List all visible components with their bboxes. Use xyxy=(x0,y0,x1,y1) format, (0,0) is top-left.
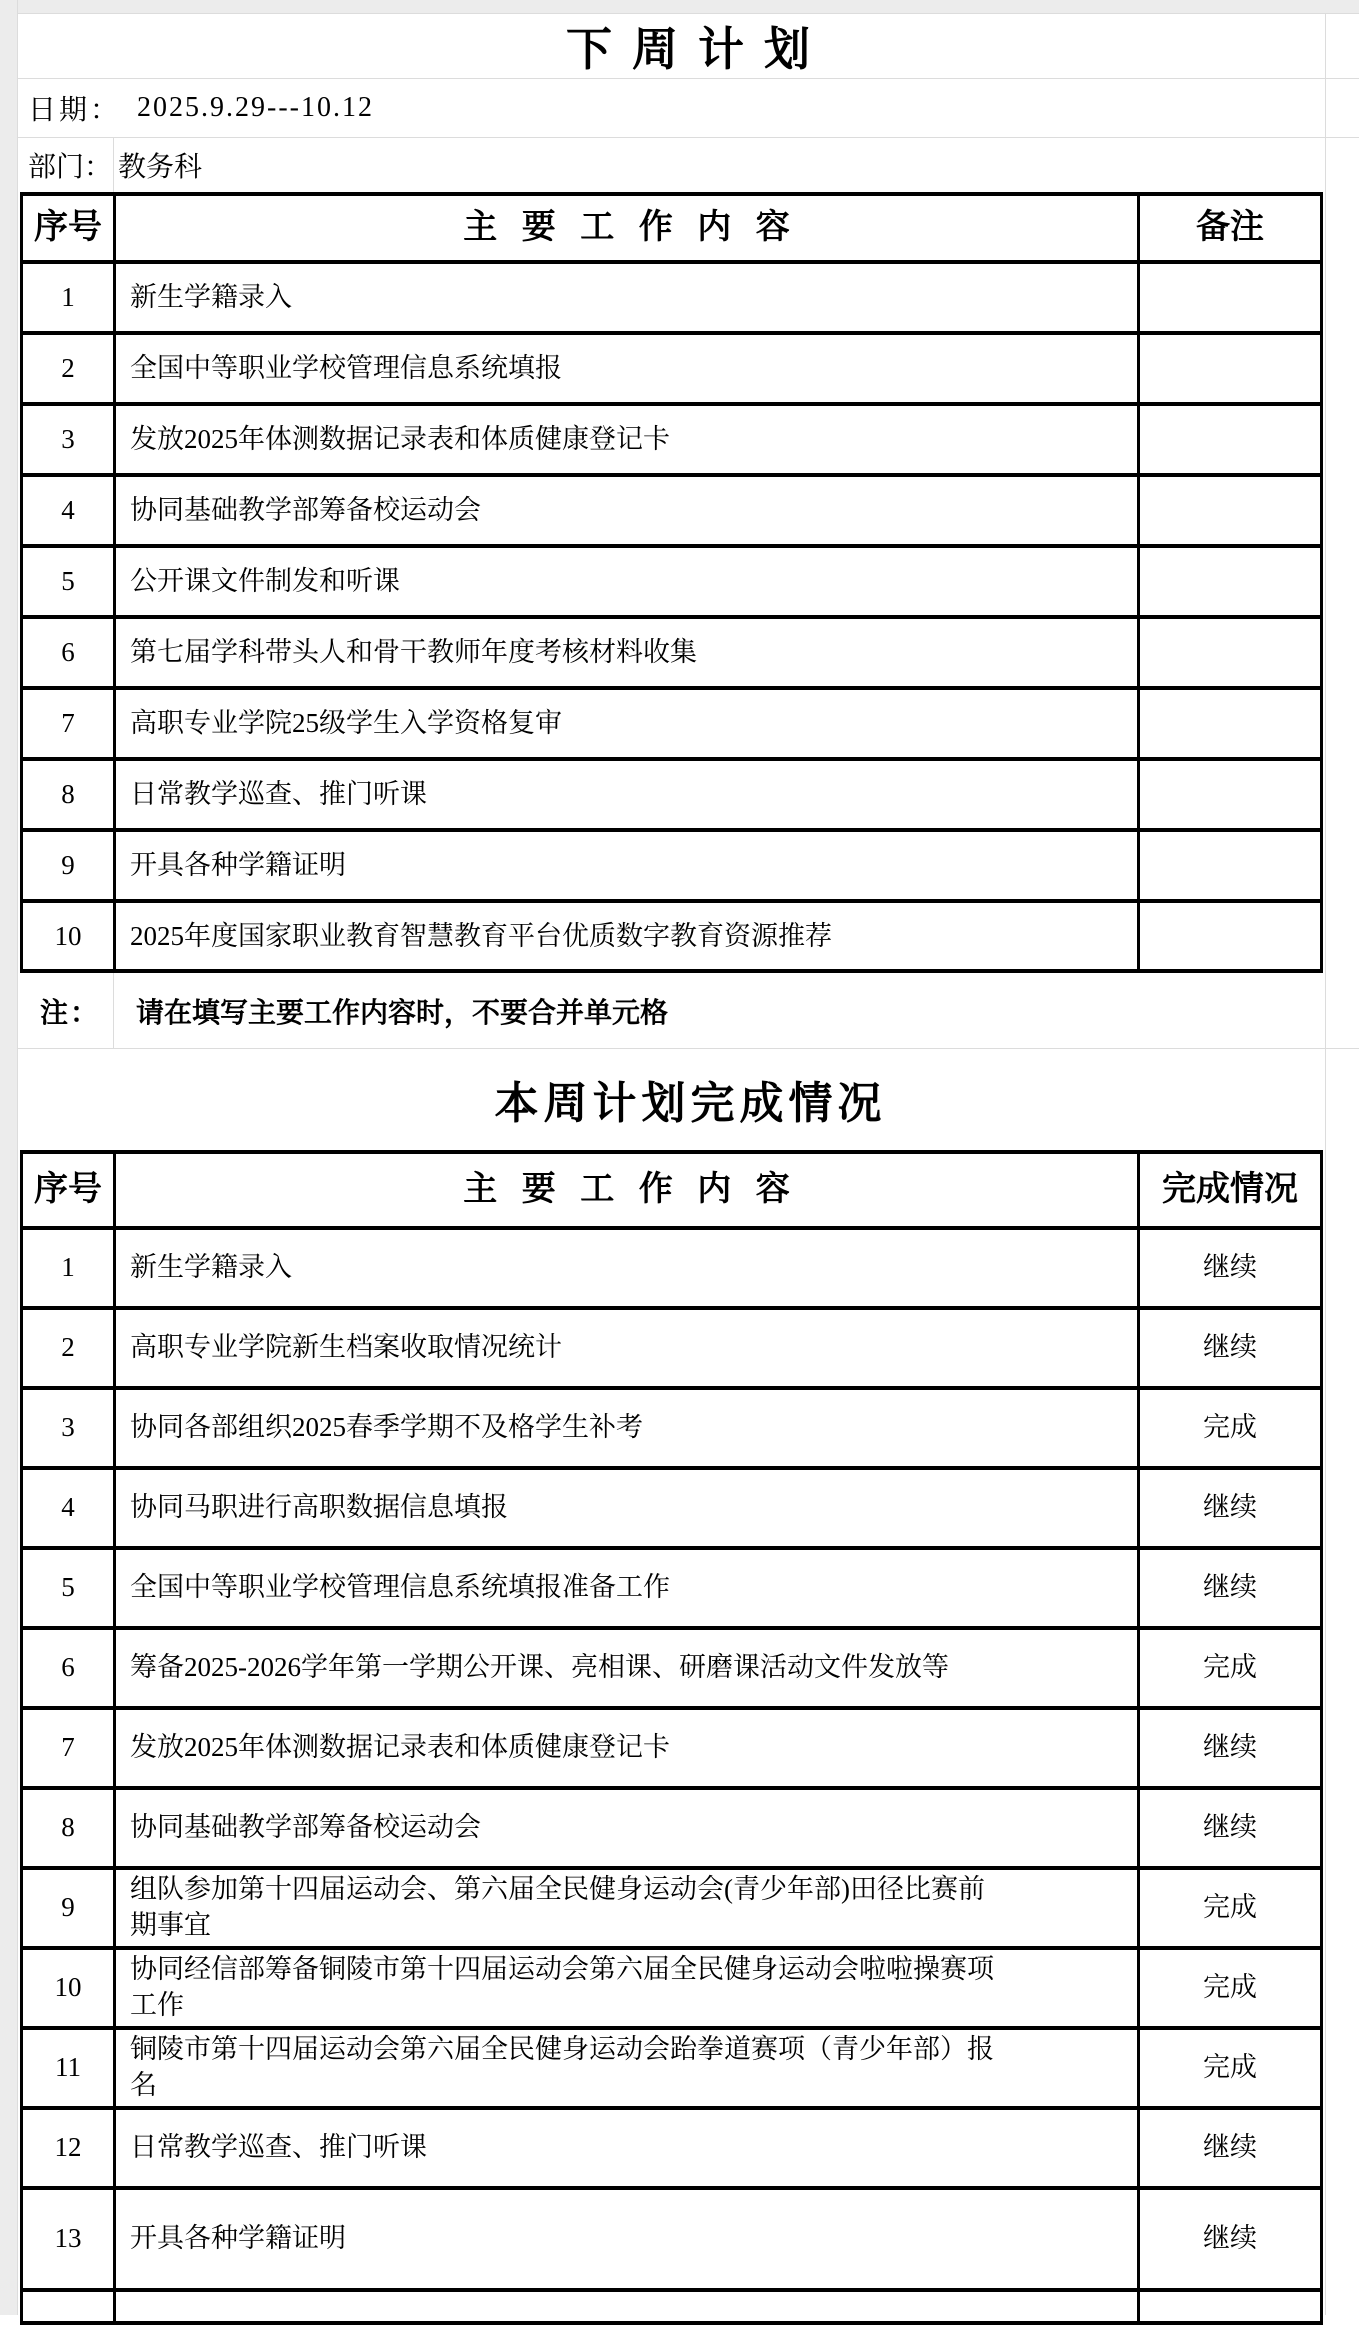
table-row xyxy=(23,1226,1320,1306)
this-week-title: 本周计划完成情况 xyxy=(494,1079,887,1128)
status-cell: 完成 xyxy=(1137,1950,1320,2026)
department-label: 部门： xyxy=(28,151,113,183)
row-number-cell: 7 xyxy=(23,1710,116,1786)
row-number-cell: 3 xyxy=(23,406,116,473)
work-content-cell: 协同基础教学部筹备校运动会 xyxy=(130,494,481,525)
date-row xyxy=(20,78,1323,137)
header-content: 主 要 工 作 内 容 xyxy=(463,1170,798,1208)
department-row xyxy=(20,137,1323,192)
work-content-cell: 开具各种学籍证明 xyxy=(130,2223,346,2254)
work-content-cell: 开具各种学籍证明 xyxy=(130,849,346,880)
department-value: 教务科 xyxy=(118,151,203,183)
row-number-cell: 8 xyxy=(23,1790,116,1866)
work-content-cell: 协同经信部筹备铜陵市第十四届运动会第六届全民健身运动会啦啦操赛项工作 xyxy=(130,1954,994,2020)
work-content-cell: 发放2025年体测数据记录表和体质健康登记卡 xyxy=(130,423,670,454)
table-row xyxy=(23,1386,1320,1466)
work-content-cell: 高职专业学院25级学生入学资格复审 xyxy=(130,707,562,738)
status-cell: 完成 xyxy=(1137,1390,1320,1466)
next-week-title: 下周计划 xyxy=(566,23,830,75)
remark-cell xyxy=(1137,690,1320,757)
sheet-left-margin xyxy=(0,0,17,2315)
work-content-cell: 高职专业学院新生档案收取情况统计 xyxy=(130,1332,562,1363)
remark-cell xyxy=(1137,335,1320,402)
note-label: 注： xyxy=(40,997,101,1029)
status-cell: 继续 xyxy=(1137,1230,1320,1306)
status-cell xyxy=(1137,2292,1320,2325)
remark-cell xyxy=(1137,903,1320,970)
note-row xyxy=(20,973,1323,1048)
work-content-cell: 协同马职进行高职数据信息填报 xyxy=(130,1492,508,1523)
row-number-cell: 4 xyxy=(23,477,116,544)
work-content-cell: 日常教学巡查、推门听课 xyxy=(130,778,427,809)
work-content-cell: 新生学籍录入 xyxy=(130,281,292,312)
status-cell: 继续 xyxy=(1137,2110,1320,2186)
row-number-cell: 13 xyxy=(23,2190,116,2288)
next-week-table xyxy=(20,192,1323,973)
table-row xyxy=(23,899,1320,970)
remark-cell xyxy=(1137,761,1320,828)
status-cell: 继续 xyxy=(1137,2190,1320,2288)
table-row xyxy=(23,1866,1320,1946)
status-cell: 继续 xyxy=(1137,1310,1320,1386)
header-remark: 备注 xyxy=(1137,196,1320,260)
row-number-cell xyxy=(23,2292,116,2325)
date-value: 2025.9.29---10.12 xyxy=(137,91,374,123)
row-number-cell: 4 xyxy=(23,1470,116,1546)
work-content-cell: 发放2025年体测数据记录表和体质健康登记卡 xyxy=(130,1732,670,1763)
row-number-cell: 10 xyxy=(23,1950,116,2026)
table-row xyxy=(23,2106,1320,2186)
table-row-partial xyxy=(23,2288,1320,2325)
table-row xyxy=(23,1626,1320,1706)
table-row xyxy=(23,544,1320,615)
table-row xyxy=(23,1466,1320,1546)
table-row xyxy=(23,686,1320,757)
work-content-cell: 全国中等职业学校管理信息系统填报 xyxy=(130,352,562,383)
gridline-right-margin xyxy=(1325,13,1326,2315)
work-content-cell: 协同各部组织2025春季学期不及格学生补考 xyxy=(130,1412,643,1443)
header-status: 完成情况 xyxy=(1137,1154,1320,1226)
table-row xyxy=(23,1306,1320,1386)
status-cell: 完成 xyxy=(1137,1870,1320,1946)
row-number-cell: 1 xyxy=(23,1230,116,1306)
sheet-top-margin xyxy=(0,0,1359,13)
status-cell: 继续 xyxy=(1137,1550,1320,1626)
table-row xyxy=(23,615,1320,686)
work-content-cell: 第七届学科带头人和骨干教师年度考核材料收集 xyxy=(130,636,697,667)
work-content-cell: 日常教学巡查、推门听课 xyxy=(130,2132,427,2163)
row-number-cell: 7 xyxy=(23,690,116,757)
table-row xyxy=(23,331,1320,402)
date-label: 日期： xyxy=(28,94,122,126)
row-number-cell: 9 xyxy=(23,832,116,899)
row-number-cell: 5 xyxy=(23,1550,116,1626)
work-content-cell: 铜陵市第十四届运动会第六届全民健身运动会跆拳道赛项（青少年部）报名 xyxy=(130,2034,994,2100)
row-number-cell: 1 xyxy=(23,264,116,331)
note-text: 请在填写主要工作内容时，不要合并单元格 xyxy=(136,997,669,1029)
row-number-cell: 12 xyxy=(23,2110,116,2186)
row-number-cell: 11 xyxy=(23,2030,116,2106)
table-row xyxy=(23,473,1320,544)
table-row xyxy=(23,2026,1320,2106)
status-cell: 完成 xyxy=(1137,1630,1320,1706)
row-number-cell: 10 xyxy=(23,903,116,970)
table-row xyxy=(23,2186,1320,2288)
table-row xyxy=(23,1786,1320,1866)
row-number-cell: 2 xyxy=(23,335,116,402)
row-number-cell: 5 xyxy=(23,548,116,615)
status-cell: 继续 xyxy=(1137,1790,1320,1866)
work-content-cell: 组队参加第十四届运动会、第六届全民健身运动会(青少年部)田径比赛前期事宜 xyxy=(130,1874,985,1940)
row-number-cell: 2 xyxy=(23,1310,116,1386)
table-row xyxy=(23,828,1320,899)
work-content-cell: 公开课文件制发和听课 xyxy=(130,565,400,596)
row-number-cell: 6 xyxy=(23,619,116,686)
table-row xyxy=(23,1946,1320,2026)
row-number-cell: 3 xyxy=(23,1390,116,1466)
remark-cell xyxy=(1137,619,1320,686)
header-no: 序号 xyxy=(23,196,116,260)
table-row xyxy=(23,757,1320,828)
this-week-table xyxy=(20,1150,1323,2325)
work-content-cell: 全国中等职业学校管理信息系统填报准备工作 xyxy=(130,1572,670,1603)
table-row xyxy=(23,402,1320,473)
table-row xyxy=(23,1546,1320,1626)
gridline-left xyxy=(17,0,18,2315)
work-content-cell: 新生学籍录入 xyxy=(130,1252,292,1283)
status-cell: 继续 xyxy=(1137,1710,1320,1786)
work-content-cell: 2025年度国家职业教育智慧教育平台优质数字教育资源推荐 xyxy=(130,920,832,951)
work-content-cell: 筹备2025-2026学年第一学期公开课、亮相课、研磨课活动文件发放等 xyxy=(130,1652,949,1683)
remark-cell xyxy=(1137,406,1320,473)
table-row xyxy=(23,260,1320,331)
status-cell: 继续 xyxy=(1137,1470,1320,1546)
work-content-cell xyxy=(116,2292,1137,2325)
work-content-cell: 协同基础教学部筹备校运动会 xyxy=(130,1812,481,1843)
next-week-header-row xyxy=(23,196,1320,260)
table-row xyxy=(23,1706,1320,1786)
row-number-cell: 8 xyxy=(23,761,116,828)
row-number-cell: 6 xyxy=(23,1630,116,1706)
remark-cell xyxy=(1137,832,1320,899)
header-content: 主 要 工 作 内 容 xyxy=(463,208,798,246)
remark-cell xyxy=(1137,548,1320,615)
status-cell: 完成 xyxy=(1137,2030,1320,2106)
row-number-cell: 9 xyxy=(23,1870,116,1946)
remark-cell xyxy=(1137,264,1320,331)
remark-cell xyxy=(1137,477,1320,544)
header-no: 序号 xyxy=(23,1154,116,1226)
this-week-header-row xyxy=(23,1154,1320,1226)
